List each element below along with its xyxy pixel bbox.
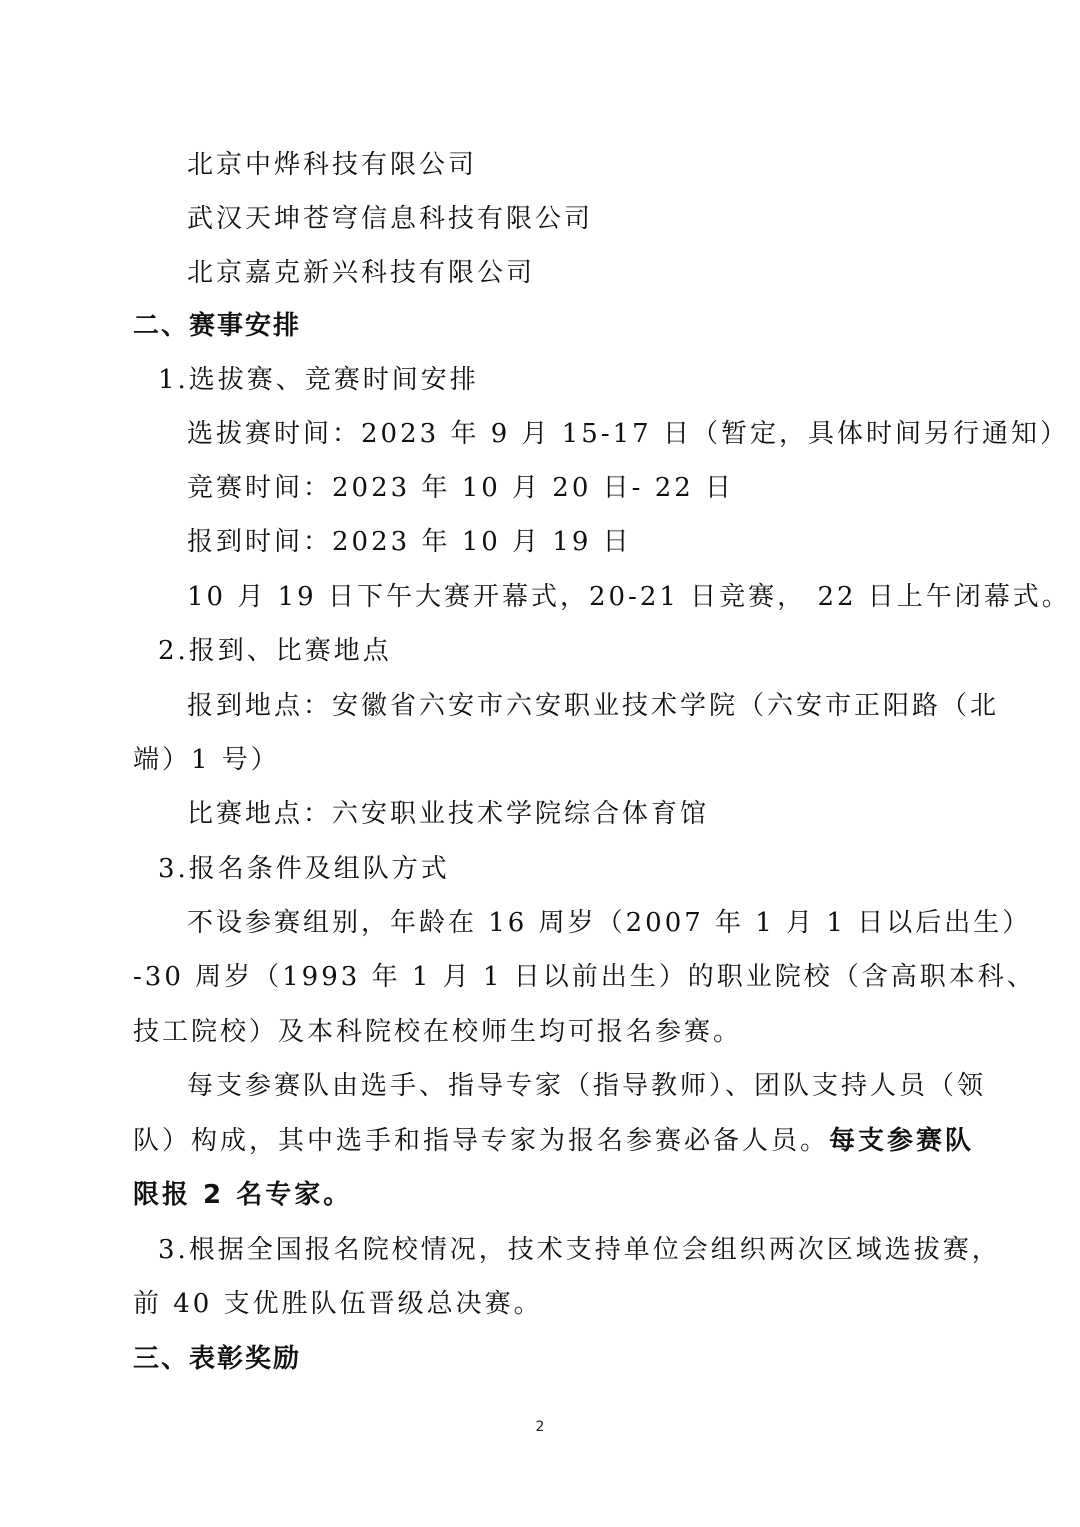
subsection-title-eligibility: 3.报名条件及组队方式 (158, 854, 450, 884)
venue-line: 比赛地点：六安职业技术学院综合体育馆 (187, 799, 710, 829)
eligibility-paragraph-line: 不设参赛组别，年龄在 16 周岁（2007 年 1 月 1 日以后出生） (187, 908, 1032, 938)
subsection-title-location: 2.报到、比赛地点 (158, 636, 392, 666)
company-name: 北京嘉克新兴科技有限公司 (187, 258, 536, 288)
team-composition-line (133, 1124, 975, 1158)
team-composition-text: 队）构成，其中选手和指导专家为报名参赛必备人员。 (133, 1126, 830, 1156)
page-number: 2 (535, 1419, 545, 1435)
expert-limit-emphasis-continued: 限报 2 名专家。 (133, 1180, 353, 1210)
company-name: 武汉天坤苍穹信息科技有限公司 (187, 204, 594, 234)
regional-selection-line-continued: 前 40 支优胜队伍晋级总决赛。 (133, 1289, 543, 1319)
eligibility-paragraph-line: 技工院校）及本科院校在校师生均可报名参赛。 (133, 1017, 743, 1047)
ceremony-schedule-line: 10 月 19 日下午大赛开幕式，20-21 日竞赛， 22 日上午闭幕式。 (187, 582, 1071, 612)
selection-time-line: 选拔赛时间：2023 年 9 月 15-17 日（暂定，具体时间另行通知） (187, 419, 1069, 449)
expert-limit-emphasis: 每支参赛队 (829, 1126, 975, 1156)
company-name: 北京中烨科技有限公司 (187, 150, 478, 180)
report-location-line: 报到地点：安徽省六安市六安职业技术学院（六安市正阳路（北 (187, 691, 1000, 721)
team-composition-line: 每支参赛队由选手、指导专家（指导教师）、团队支持人员（领 (187, 1071, 987, 1101)
competition-time-line: 竞赛时间：2023 年 10 月 20 日- 22 日 (187, 473, 735, 503)
section-heading-awards: 三、表彰奖励 (133, 1344, 302, 1374)
subsection-title-time: 1.选拔赛、竞赛时间安排 (158, 365, 479, 395)
report-location-line-continued: 端）1 号） (133, 745, 280, 775)
section-heading-schedule: 二、赛事安排 (133, 311, 302, 341)
registration-time-line: 报到时间：2023 年 10 月 19 日 (187, 527, 632, 557)
regional-selection-line: 3.根据全国报名院校情况，技术支持单位会组织两次区域选拔赛， (158, 1235, 1001, 1265)
eligibility-paragraph-line: -30 周岁（1993 年 1 月 1 日以前出生）的职业院校（含高职本科、 (133, 962, 1036, 992)
